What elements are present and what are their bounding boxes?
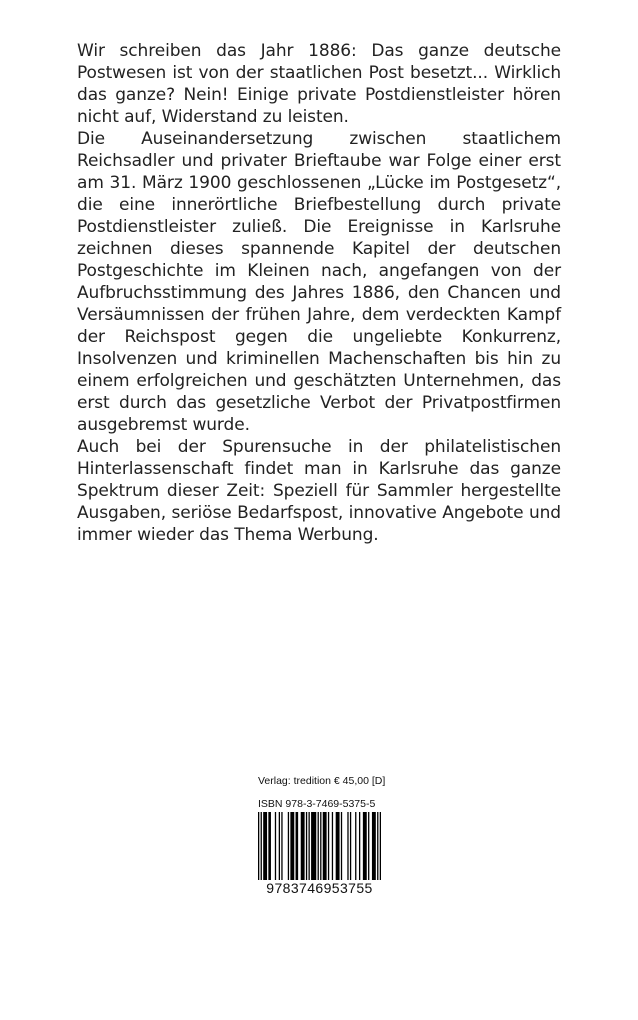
barcode-bar bbox=[341, 812, 342, 880]
barcode-bar bbox=[268, 812, 271, 880]
barcode-bar bbox=[328, 812, 329, 880]
barcode-bar bbox=[332, 812, 333, 880]
barcode-bar bbox=[308, 812, 309, 880]
barcode-bar bbox=[377, 812, 378, 880]
back-cover-blurb bbox=[77, 40, 561, 546]
barcode-bar bbox=[301, 812, 305, 880]
barcode-bar bbox=[263, 812, 267, 880]
barcode-bar bbox=[380, 812, 381, 880]
isbn-line: ISBN 978-3-7469-5375-5 bbox=[258, 798, 376, 810]
barcode-bar bbox=[355, 812, 356, 880]
barcode-bar bbox=[279, 812, 280, 880]
barcode-bar bbox=[363, 812, 367, 880]
barcode-bar bbox=[372, 812, 376, 880]
barcode-bar bbox=[336, 812, 340, 880]
barcode-bar bbox=[306, 812, 307, 880]
barcode-bar bbox=[290, 812, 294, 880]
barcode-bar bbox=[281, 812, 282, 880]
publisher-price-line: Verlag: tredition € 45,00 [D] bbox=[258, 775, 386, 787]
barcode-bar bbox=[320, 812, 321, 880]
barcode-bar bbox=[359, 812, 360, 880]
barcode-digits: 9783746953755 bbox=[266, 880, 373, 896]
blurb-paragraph-intro: Wir schreiben das Jahr 1886: Das ganze deutsche Postwesen ist von der staatlichen Post besetzt... Wirklich das ganze? Nein! Einige private Postdienstleister hören nicht auf, Widerstand zu leisten. bbox=[77, 41, 561, 127]
barcode-bar bbox=[318, 812, 319, 880]
blurb-paragraph-philately: Auch bei der Spurensuche in der philatelistischen Hinterlassenschaft findet man in Karlsruhe das ganze Spektrum dieser Zeit: Speziell für Sammler hergestellte Ausgaben, seriöse Bedarfspost, innovative Angebote und immer wieder das Thema Werbung. bbox=[77, 437, 561, 545]
isbn-barcode bbox=[258, 812, 381, 880]
barcode-bar bbox=[275, 812, 276, 880]
barcode-bar bbox=[288, 812, 289, 880]
barcode-bar bbox=[347, 812, 348, 880]
barcode-bar bbox=[258, 812, 259, 880]
barcode-bar bbox=[296, 812, 299, 880]
blurb-paragraph-history: Die Auseinandersetzung zwischen staatlichem Reichsadler und privater Brieftaube war Folge einer erst am 31. März 1900 geschlossenen „Lücke im Postgesetz“, die eine innerörtliche Briefbestellung durch private Postdienstleister zuließ. Die Ereignisse in Karlsruhe zeichnen dieses spannende Kapitel der deutschen Postgeschichte im Kleinen nach, angefangen von der Aufbruchsstimmung des Jahres 1886, den Chancen und Versäumnissen der frühen Jahre, dem verdeckten Kampf der Reichspost gegen die ungeliebte Konkurrenz, Insolvenzen und kriminellen Machenschaften bis hin zu einem erfolgreichen und geschätzten Unternehmen, das erst durch das gesetzliche Verbot der Privatpostfirmen ausgebremst wurde. bbox=[77, 129, 561, 435]
barcode-bar bbox=[311, 812, 316, 880]
barcode-bar bbox=[368, 812, 369, 880]
barcode-bar bbox=[261, 812, 262, 880]
barcode-bar bbox=[350, 812, 351, 880]
barcode-bar bbox=[323, 812, 327, 880]
